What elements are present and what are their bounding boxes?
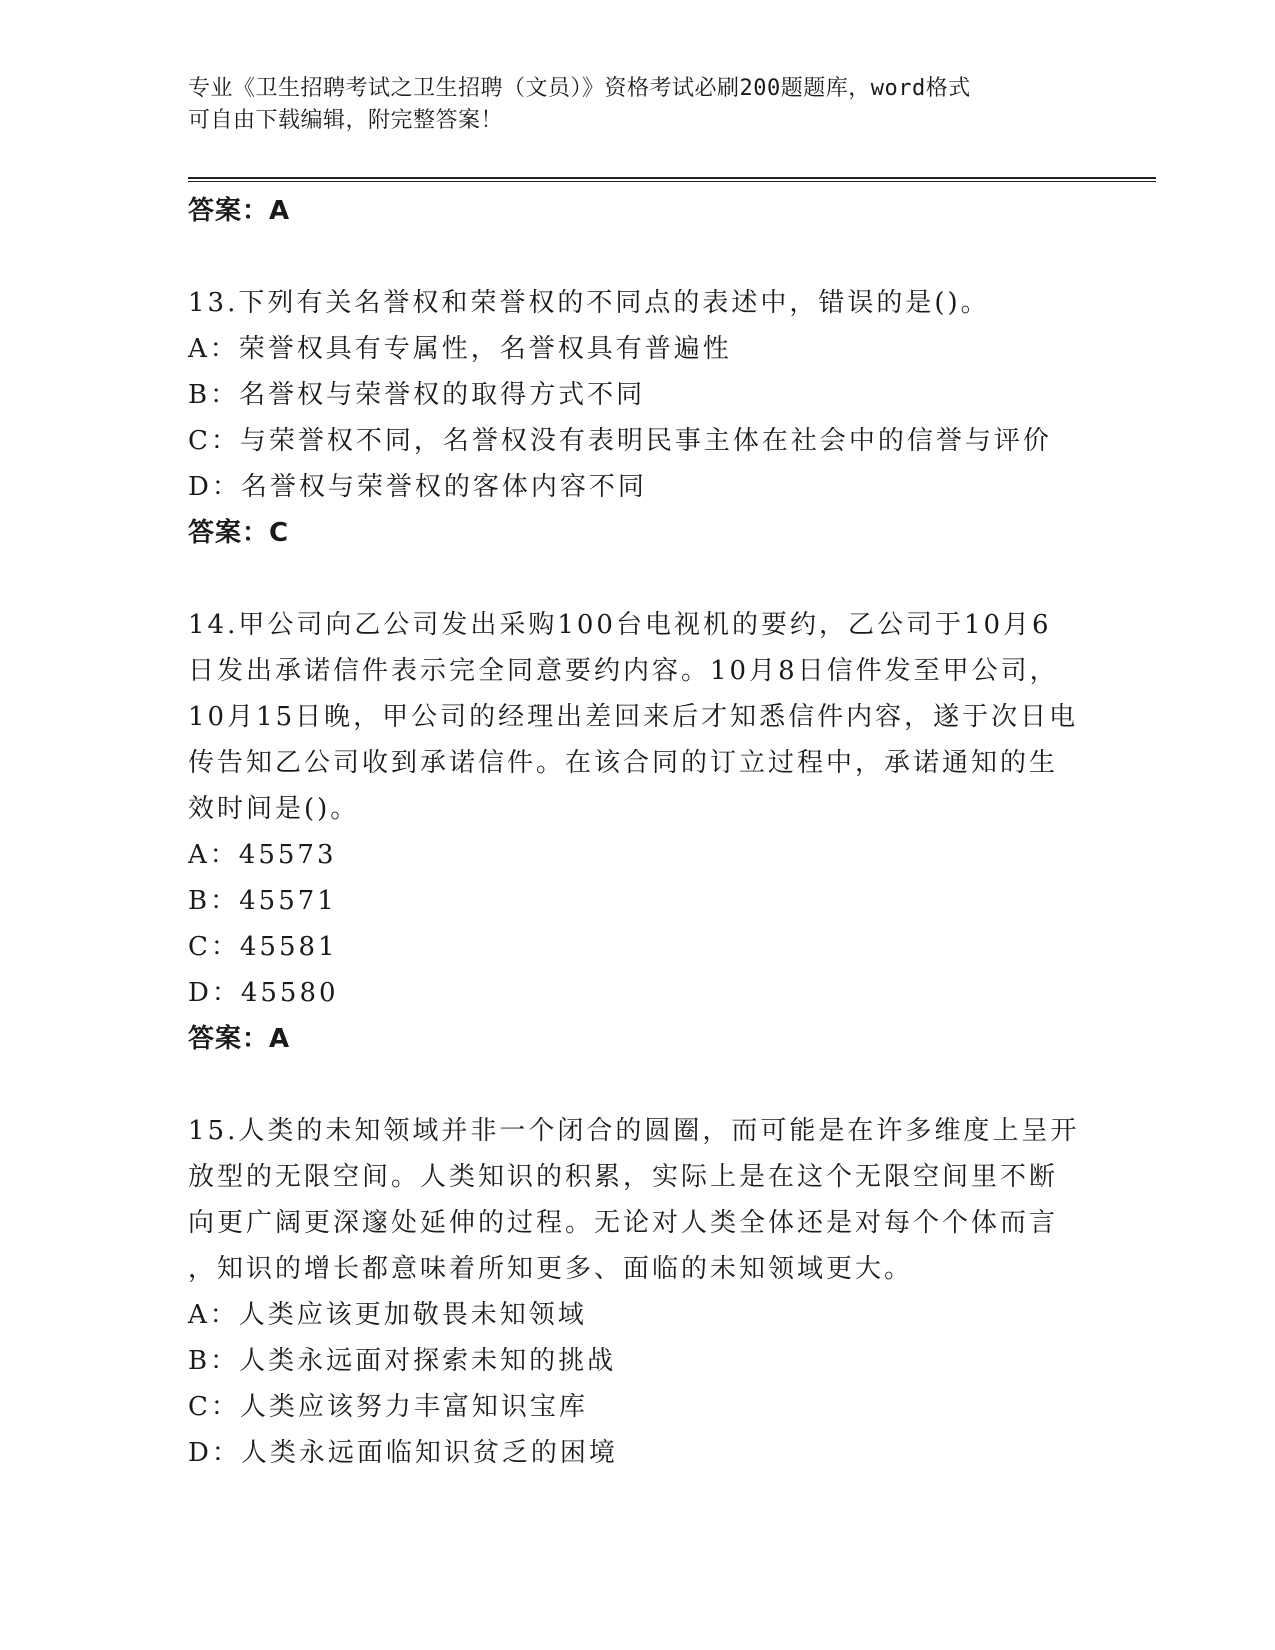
question-list (188, 188, 1088, 1476)
question-stem-line: 效时间是()。 (188, 794, 360, 824)
header-line-2: 可自由下载编辑，附完整答案！ (188, 108, 504, 133)
option-b: B：人类永远面对探索未知的挑战 (188, 1346, 617, 1376)
question-stem-line: 放型的无限空间。人类知识的积累，实际上是在这个无限空间里不断 (188, 1162, 1059, 1192)
option-d: D：人类永远面临知识贫乏的困境 (188, 1438, 618, 1468)
question-stem: 13.下列有关名誉权和荣誉权的不同点的表述中，错误的是()。 (188, 288, 990, 318)
spacer (188, 234, 1088, 280)
option-a: A：荣誉权具有专属性，名誉权具有普遍性 (188, 334, 732, 364)
question-stem-line: 传告知乙公司收到承诺信件。在该合同的订立过程中，承诺通知的生 (188, 748, 1059, 778)
header-divider (188, 177, 1156, 182)
spacer (188, 556, 1088, 602)
header-line-1: 专业《卫生招聘考试之卫生招聘（文员）》资格考试必刷200题题库，word格式 (188, 76, 971, 101)
option-c: C：与荣誉权不同，名誉权没有表明民事主体在社会中的信誉与评价 (188, 426, 1052, 456)
option-d: D：名誉权与荣誉权的客体内容不同 (188, 472, 647, 502)
option-a: A：人类应该更加敬畏未知领域 (188, 1300, 587, 1330)
answer: 答案：A (188, 1024, 291, 1054)
answer: 答案：C (188, 518, 290, 548)
question-14 (188, 602, 1088, 1062)
option-a: A：45573 (188, 840, 337, 870)
question-stem-line: ，知识的增长都意味着所知更多、面临的未知领域更大。 (188, 1254, 914, 1284)
option-b: B：名誉权与荣誉权的取得方式不同 (188, 380, 646, 410)
option-b: B：45571 (188, 886, 337, 916)
question-15 (188, 1108, 1088, 1476)
option-c: C：45581 (188, 932, 338, 962)
previous-answer: 答案：A (188, 196, 291, 226)
question-stem-line: 日发出承诺信件表示完全同意要约内容。10月8日信件发至甲公司， (188, 656, 1059, 686)
question-stem-line: 向更广阔更深邃处延伸的过程。无论对人类全体还是对每个个体而言 (188, 1208, 1059, 1238)
question-13 (188, 280, 1088, 556)
question-stem-line: 10月15日晚，甲公司的经理出差回来后才知悉信件内容，遂于次日电 (188, 702, 1079, 732)
document-header (188, 73, 1058, 137)
spacer (188, 1062, 1088, 1108)
option-d: D：45580 (188, 978, 339, 1008)
option-c: C：人类应该努力丰富知识宝库 (188, 1392, 588, 1422)
question-stem-line: 14.甲公司向乙公司发出采购100台电视机的要约，乙公司于10月6 (188, 610, 1052, 640)
question-stem-line: 15.人类的未知领域并非一个闭合的圆圈，而可能是在许多维度上呈开 (188, 1116, 1080, 1146)
